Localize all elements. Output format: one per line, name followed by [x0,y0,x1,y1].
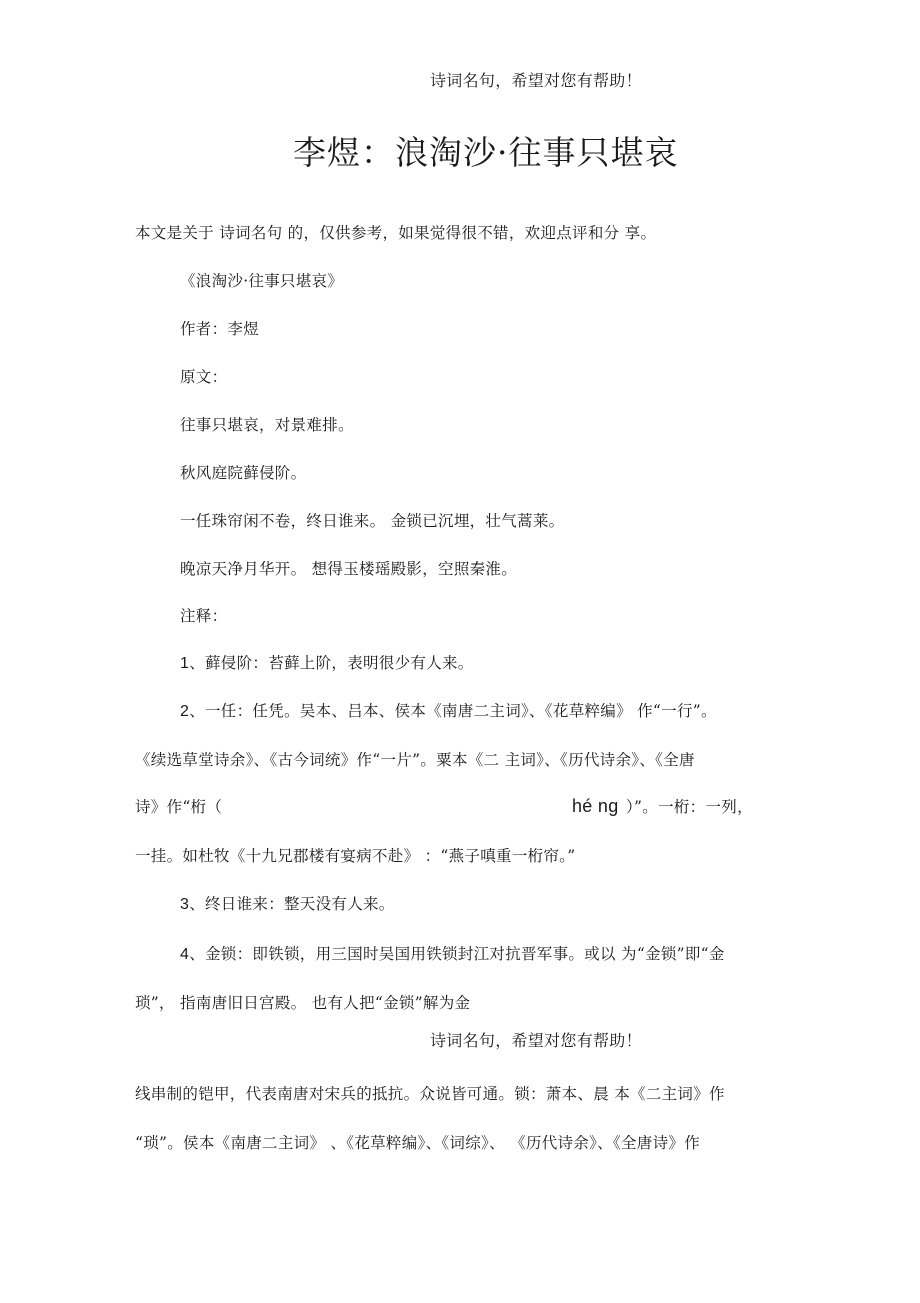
pinyin-annotation: hé ng [572,796,619,816]
notes-label: 注释： [180,607,228,625]
note-2-line: 《续选草堂诗余》、《古今词统》作“一片”。粟本《二 主词》、《历代诗余》、《全唐 [135,751,695,769]
continuation-line: 线串制的铠甲，代表南唐对宋兵的抵抗。众说皆可通。锁：萧本、晨 本《二主词》作 [135,1085,725,1103]
footer-note: 诗词名句，希望对您有帮助！ [430,1031,642,1050]
note-3 [180,894,395,915]
poem-line: 一任珠帘闲不卷，终日谁来。 金锁已沉埋，壮气蒿莱。 [180,512,565,530]
note-2-line: ）”。一桁：一列， [626,798,753,816]
note-number: 4 [180,946,190,963]
note-text: 、终日谁来：整天没有人来。 [189,895,395,913]
continuation-line: “琐”。侯本《南唐二主词》 、《花草粹编》、《词综》、 《历代诗余》、《全唐诗》作 [135,1134,701,1152]
poem-title: 《浪淘沙·往事只堪哀》 [180,272,344,290]
note-text: 、金锁：即铁锁，用三国时吴国用铁锁封江对抗晋军事。或以 为“金锁”即“金 [189,945,725,963]
poem-line: 晚凉天净月华开。 想得玉楼瑶殿影，空照秦淮。 [180,560,518,578]
poem-line: 秋风庭院藓侵阶。 [180,464,307,482]
note-2 [180,701,717,722]
note-2-line: 一挂。如杜牧《十九兄郡楼有宴病不赴》 ：“燕子嗔重一桁帘。” [135,847,576,865]
note-number: 2 [180,703,190,720]
original-label: 原文： [180,368,228,386]
note-4 [180,944,725,965]
note-number: 3 [180,896,190,913]
page-title: 李煜：浪淘沙·往事只堪哀 [293,133,679,172]
note-text: 、藓侵阶：苔藓上阶，表明很少有人来。 [189,654,474,672]
note-2-line: 诗》作“桁（ [135,798,223,816]
note-4-line: 琐”， 指南唐旧日宫殿。 也有人把“金锁”解为金 [135,994,471,1012]
poem-line: 往事只堪哀，对景难排。 [180,416,354,434]
note-1 [180,653,474,674]
poem-author: 作者：李煜 [180,320,260,338]
intro-text: 本文是关于 诗词名句 的，仅供参考，如果觉得很不错，欢迎点评和分 享。 [135,224,657,242]
note-number: 1 [180,655,190,672]
note-text: 、一任：任凭。吴本、吕本、侯本《南唐二主词》、《花草粹编》 作“一行”。 [189,702,717,720]
header-note: 诗词名句，希望对您有帮助！ [430,71,642,90]
